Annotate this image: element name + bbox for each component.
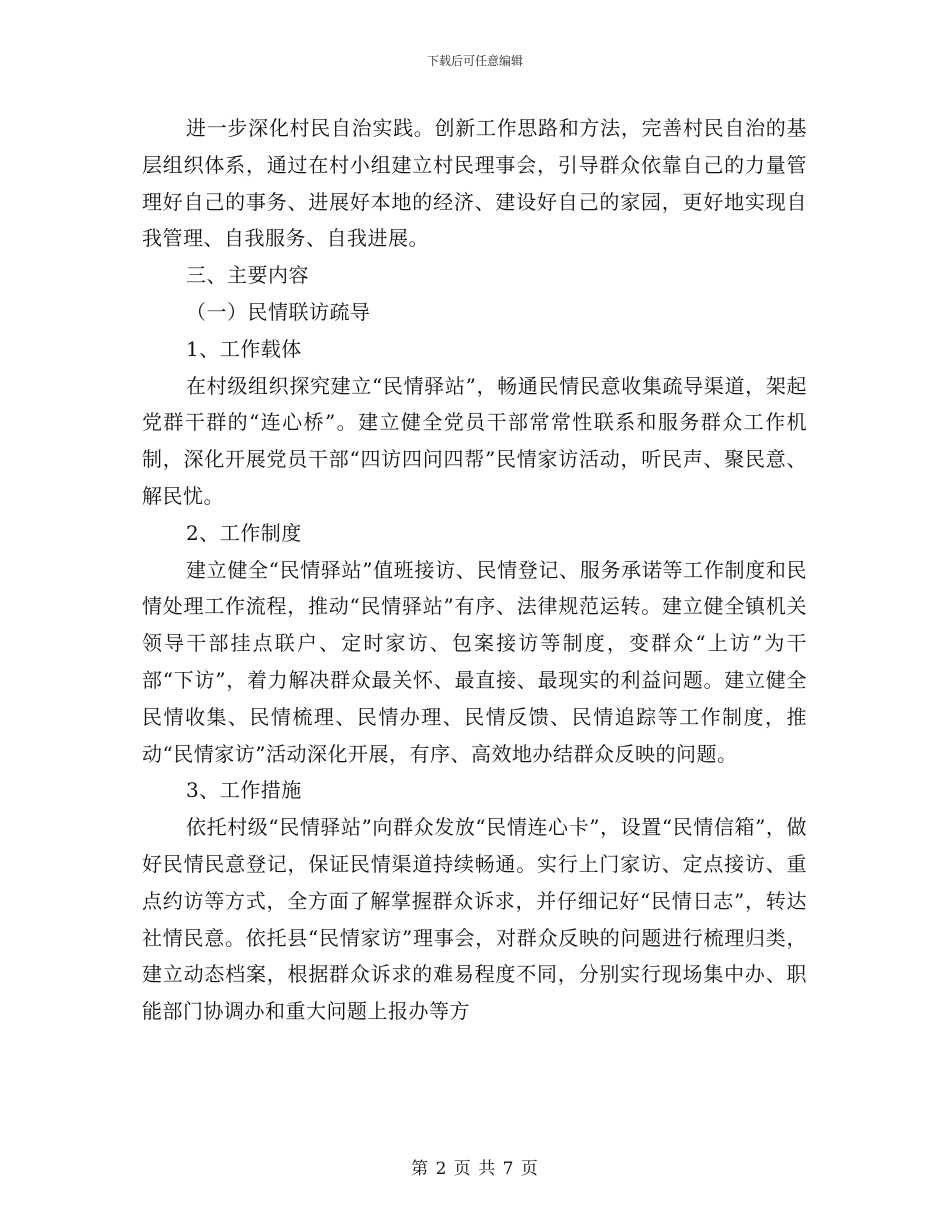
item-heading-work-carrier: 1、工作载体 — [186, 336, 302, 361]
document-body — [142, 110, 807, 1030]
paragraph-work-carrier: 在村级组织探究建立“民情驿站”，畅通民情民意收集疏导渠道，架起党群干群的“连心桥”。建立健全党员干部常常性联系和服务群众工作机制，深化开展党员干部“四访四问四帮”民情家访活动，听民声、聚民意、解民忧。 — [142, 373, 807, 508]
item-heading-work-measures: 3、工作措施 — [186, 778, 302, 803]
page-number-footer: 第 2 页 共 7 页 — [411, 1159, 539, 1179]
subsection-heading-public-sentiment: （一）民情联访疏导 — [186, 299, 371, 324]
header-note: 下载后可任意编辑 — [426, 54, 523, 68]
paragraph-work-system: 建立健全“民情驿站”值班接访、民情登记、服务承诺等工作制度和民情处理工作流程，推动“民情驿站”有序、法律规范运转。建立健全镇机关领导干部挂点联户、定时家访、包案接访等制度，变群众“上访”为干部“下访”，着力解决群众最关怀、最直接、最现实的利益问题。建立健全民情收集、民情梳理、民情办理、民情反馈、民情追踪等工作制度，推动“民情家访”活动深化开展，有序、高效地办结群众反映的问题。 — [142, 557, 807, 766]
item-heading-work-system: 2、工作制度 — [186, 520, 302, 545]
paragraph-work-measures: 依托村级“民情驿站”向群众发放“民情连心卡”，设置“民情信箱”，做好民情民意登记，保证民情渠道持续畅通。实行上门家访、定点接访、重点约访等方式，全方面了解掌握群众诉求，并仔细记好“民情日志”，转达社情民意。依托县“民情家访”理事会，对群众反映的问题进行梳理归类，建立动态档案，根据群众诉求的难易程度不同，分别实行现场集中办、职能部门协调办和重大问题上报办等方 — [142, 815, 807, 1024]
paragraph-self-governance: 进一步深化村民自治实践。创新工作思路和方法，完善村民自治的基层组织体系，通过在村小组建立村民理事会，引导群众依靠自己的力量管理好自己的事务、进展好本地的经济、建设好自己的家园，更好地实现自我管理、自我服务、自我进展。 — [142, 116, 807, 251]
section-heading-main-content: 三、主要内容 — [186, 263, 309, 288]
